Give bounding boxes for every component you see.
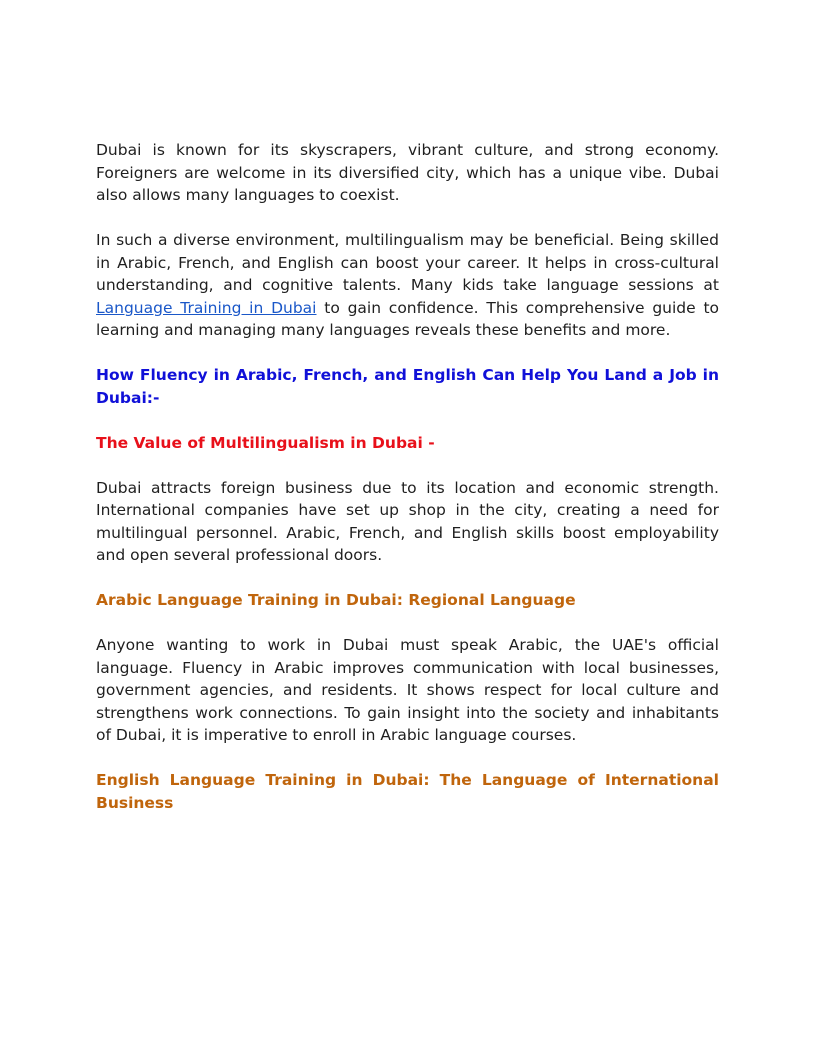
english-heading: English Language Training in Dubai: The Language of International Business: [96, 771, 719, 812]
foreign-business-paragraph: Dubai attracts foreign business due to its location and economic strength. International companies have set up shop in the city, creating a need for multilingual personnel. Arabic, French, and English skills boost employability and open several professional doors.: [96, 478, 719, 564]
main-heading: How Fluency in Arabic, French, and English Can Help You Land a Job in Dubai:-: [96, 366, 719, 407]
multilingualism-paragraph: [96, 229, 719, 342]
arabic-paragraph: Anyone wanting to work in Dubai must speak Arabic, the UAE's official language. Fluency in Arabic improves communication with local businesses, government agencies, and residents. It shows respect for local culture and strengthens work connections. To gain insight into the society and inhabitants of Dubai, it is imperative to enroll in Arabic language courses.: [96, 636, 719, 744]
paragraph-text-after-link: to gain confidence. This comprehensive guide to learning and managing many languages reveals these benefits and more.: [96, 298, 720, 339]
arabic-heading: Arabic Language Training in Dubai: Regional Language: [96, 591, 576, 609]
document-page: [96, 139, 719, 837]
paragraph-text-before-link: In such a diverse environment, multilingualism may be beneficial. Being skilled in Arabic, French, and English can boost your career. It helps in cross-cultural understanding, and cognitive talents. Many kids take language sessions at: [96, 231, 719, 294]
language-training-link[interactable]: Language Training in Dubai: [96, 298, 317, 317]
intro-paragraph: Dubai is known for its skyscrapers, vibrant culture, and strong economy. Foreigners are welcome in its diversified city, which has a unique vibe. Dubai also allows many languages to coexist.: [96, 141, 719, 204]
value-heading: The Value of Multilingualism in Dubai -: [96, 433, 435, 452]
